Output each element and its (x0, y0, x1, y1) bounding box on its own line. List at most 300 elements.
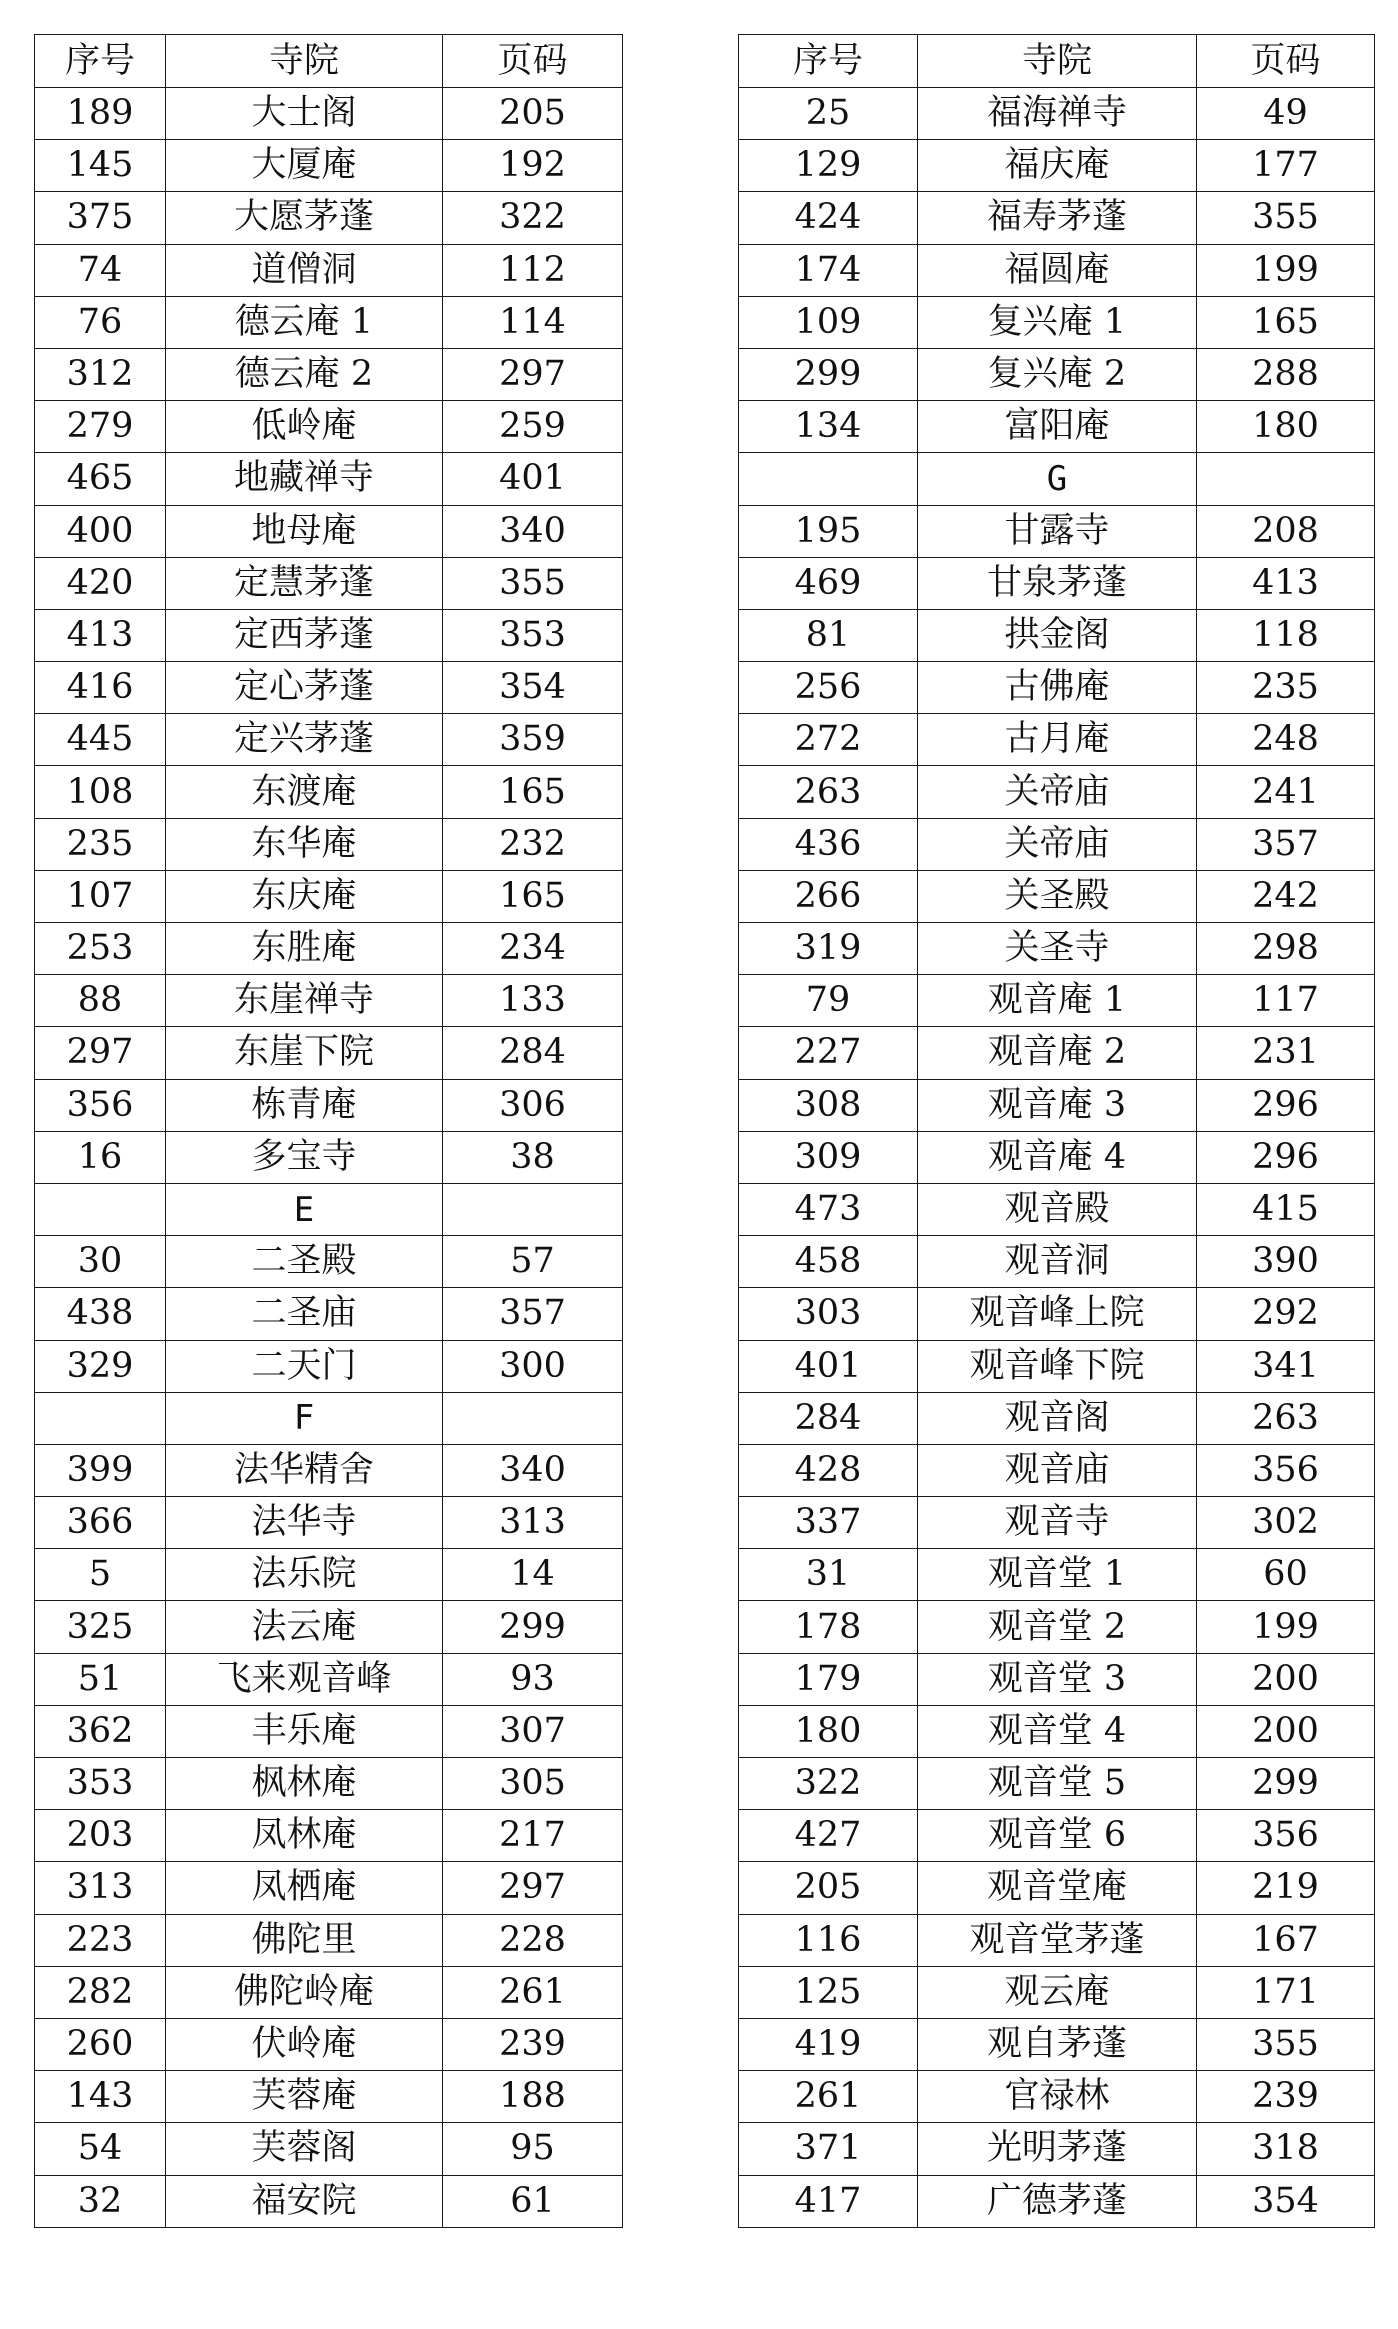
serial-number-cell: 424 (739, 192, 918, 244)
table-header-row (739, 35, 1375, 88)
serial-number-cell: 399 (35, 1444, 166, 1496)
table-row (739, 609, 1375, 661)
letter-spacer-cell (35, 1392, 166, 1444)
table-row (739, 2071, 1375, 2123)
page-number-cell: 232 (443, 818, 623, 870)
serial-number-cell: 337 (739, 1497, 918, 1549)
table-row (739, 1444, 1375, 1496)
table-row (739, 870, 1375, 922)
page-number-cell: 234 (443, 923, 623, 975)
table-row (35, 1758, 623, 1810)
serial-number-cell: 375 (35, 192, 166, 244)
temple-name-cell: 观音堂 4 (918, 1705, 1197, 1757)
table-row (739, 1497, 1375, 1549)
header-page: 页码 (443, 35, 623, 88)
page-number-cell: 114 (443, 296, 623, 348)
page-number-cell: 355 (1197, 192, 1375, 244)
temple-name-cell: 伏岭庵 (166, 2018, 443, 2070)
table-row (35, 662, 623, 714)
serial-number-cell: 143 (35, 2071, 166, 2123)
temple-name-cell: 定西茅蓬 (166, 609, 443, 661)
temple-name-cell: 凤林庵 (166, 1810, 443, 1862)
serial-number-cell: 325 (35, 1601, 166, 1653)
serial-number-cell: 469 (739, 557, 918, 609)
table-row (739, 975, 1375, 1027)
page-number-cell: 296 (1197, 1079, 1375, 1131)
page-number-cell: 199 (1197, 244, 1375, 296)
page-number-cell: 298 (1197, 923, 1375, 975)
serial-number-cell: 180 (739, 1705, 918, 1757)
section-letter: F (166, 1392, 443, 1444)
temple-name-cell: 观自茅蓬 (918, 2018, 1197, 2070)
table-row (35, 1131, 623, 1183)
table-row (739, 296, 1375, 348)
page-number-cell: 340 (443, 1444, 623, 1496)
table-row (739, 1810, 1375, 1862)
serial-number-cell: 303 (739, 1288, 918, 1340)
page-number-cell: 192 (443, 140, 623, 192)
table-row (35, 870, 623, 922)
serial-number-cell: 419 (739, 2018, 918, 2070)
page-number-cell: 307 (443, 1705, 623, 1757)
page-number-cell: 341 (1197, 1340, 1375, 1392)
serial-number-cell: 299 (739, 348, 918, 400)
page-number-cell: 340 (443, 505, 623, 557)
serial-number-cell: 284 (739, 1392, 918, 1444)
temple-name-cell: 观音寺 (918, 1497, 1197, 1549)
temple-name-cell: 观音殿 (918, 1183, 1197, 1235)
index-table-left (34, 34, 623, 2228)
table-row (739, 1079, 1375, 1131)
serial-number-cell: 32 (35, 2175, 166, 2227)
temple-name-cell: 观音堂 6 (918, 1810, 1197, 1862)
page-number-cell: 305 (443, 1758, 623, 1810)
temple-name-cell: 复兴庵 2 (918, 348, 1197, 400)
temple-name-cell: 观音堂 2 (918, 1601, 1197, 1653)
table-row (739, 1601, 1375, 1653)
page-number-cell: 60 (1197, 1549, 1375, 1601)
page-number-cell: 354 (443, 662, 623, 714)
serial-number-cell: 107 (35, 870, 166, 922)
page-number-cell: 180 (1197, 401, 1375, 453)
serial-number-cell: 445 (35, 714, 166, 766)
temple-name-cell: 观音堂庵 (918, 1862, 1197, 1914)
header-temple: 寺院 (918, 35, 1197, 88)
table-row (35, 1966, 623, 2018)
letter-spacer-cell (739, 453, 918, 505)
table-row (35, 2071, 623, 2123)
table-row (35, 348, 623, 400)
serial-number-cell: 174 (739, 244, 918, 296)
serial-number-cell: 420 (35, 557, 166, 609)
serial-number-cell: 319 (739, 923, 918, 975)
temple-name-cell: 官禄林 (918, 2071, 1197, 2123)
table-row (739, 818, 1375, 870)
letter-spacer-cell (443, 1183, 623, 1235)
table-row (35, 557, 623, 609)
page-number-cell: 300 (443, 1340, 623, 1392)
temple-name-cell: 观音庙 (918, 1444, 1197, 1496)
page-number-cell: 259 (443, 401, 623, 453)
serial-number-cell: 313 (35, 1862, 166, 1914)
serial-number-cell: 116 (739, 1914, 918, 1966)
header-serial-number: 序号 (739, 35, 918, 88)
serial-number-cell: 266 (739, 870, 918, 922)
table-row (35, 1079, 623, 1131)
table-row (739, 88, 1375, 140)
serial-number-cell: 134 (739, 401, 918, 453)
temple-name-cell: 法乐院 (166, 1549, 443, 1601)
temple-name-cell: 福圆庵 (918, 244, 1197, 296)
temple-name-cell: 二天门 (166, 1340, 443, 1392)
temple-name-cell: 观音庵 1 (918, 975, 1197, 1027)
page-number-cell: 401 (443, 453, 623, 505)
temple-name-cell: 观音洞 (918, 1236, 1197, 1288)
temple-name-cell: 观音堂 5 (918, 1758, 1197, 1810)
temple-name-cell: 关圣殿 (918, 870, 1197, 922)
page-number-cell: 205 (443, 88, 623, 140)
table-row (35, 1914, 623, 1966)
temple-name-cell: 低岭庵 (166, 401, 443, 453)
temple-name-cell: 关帝庙 (918, 766, 1197, 818)
serial-number-cell: 253 (35, 923, 166, 975)
temple-name-cell: 观音峰下院 (918, 1340, 1197, 1392)
serial-number-cell: 309 (739, 1131, 918, 1183)
temple-name-cell: 凤栖庵 (166, 1862, 443, 1914)
temple-name-cell: 观音峰上院 (918, 1288, 1197, 1340)
serial-number-cell: 88 (35, 975, 166, 1027)
serial-number-cell: 81 (739, 609, 918, 661)
table-row (739, 1914, 1375, 1966)
page-number-cell: 322 (443, 192, 623, 244)
temple-name-cell: 福海禅寺 (918, 88, 1197, 140)
temple-name-cell: 东崖下院 (166, 1027, 443, 1079)
temple-name-cell: 古佛庵 (918, 662, 1197, 714)
table-row (35, 1862, 623, 1914)
table-row (35, 88, 623, 140)
index-table-right (738, 34, 1375, 2228)
table-row (35, 1288, 623, 1340)
temple-name-cell: 道僧洞 (166, 244, 443, 296)
table-row (739, 1549, 1375, 1601)
temple-name-cell: 法云庵 (166, 1601, 443, 1653)
table-row (35, 2018, 623, 2070)
serial-number-cell: 16 (35, 1131, 166, 1183)
table-row (739, 1392, 1375, 1444)
temple-name-cell: 定心茅蓬 (166, 662, 443, 714)
page-number-cell: 95 (443, 2123, 623, 2175)
table-row (35, 453, 623, 505)
serial-number-cell: 189 (35, 88, 166, 140)
page-number-cell: 57 (443, 1236, 623, 1288)
serial-number-cell: 428 (739, 1444, 918, 1496)
table-row (739, 1758, 1375, 1810)
serial-number-cell: 322 (739, 1758, 918, 1810)
page-number-cell: 318 (1197, 2123, 1375, 2175)
table-row (739, 348, 1375, 400)
page-number-cell: 133 (443, 975, 623, 1027)
temple-name-cell: 地藏禅寺 (166, 453, 443, 505)
table-row (739, 1236, 1375, 1288)
table-row (35, 2123, 623, 2175)
temple-name-cell: 栋青庵 (166, 1079, 443, 1131)
serial-number-cell: 263 (739, 766, 918, 818)
serial-number-cell: 5 (35, 1549, 166, 1601)
serial-number-cell: 272 (739, 714, 918, 766)
page-number-cell: 357 (443, 1288, 623, 1340)
temple-name-cell: 福庆庵 (918, 140, 1197, 192)
table-row (35, 975, 623, 1027)
table-row (739, 1027, 1375, 1079)
page-number-cell: 188 (443, 2071, 623, 2123)
serial-number-cell: 203 (35, 1810, 166, 1862)
page-number-cell: 296 (1197, 1131, 1375, 1183)
temple-name-cell: 观音堂茅蓬 (918, 1914, 1197, 1966)
table-row (739, 1862, 1375, 1914)
table-row (35, 714, 623, 766)
serial-number-cell: 465 (35, 453, 166, 505)
page-number-cell: 208 (1197, 505, 1375, 557)
table-row (739, 140, 1375, 192)
temple-name-cell: 地母庵 (166, 505, 443, 557)
table-row (739, 1653, 1375, 1705)
serial-number-cell: 25 (739, 88, 918, 140)
temple-name-cell: 佛陀里 (166, 1914, 443, 1966)
temple-name-cell: 芙蓉庵 (166, 2071, 443, 2123)
page-number-cell: 415 (1197, 1183, 1375, 1235)
serial-number-cell: 371 (739, 2123, 918, 2175)
table-row (35, 401, 623, 453)
serial-number-cell: 235 (35, 818, 166, 870)
page-number-cell: 292 (1197, 1288, 1375, 1340)
page-number-cell: 413 (1197, 557, 1375, 609)
temple-name-cell: 大愿茅蓬 (166, 192, 443, 244)
serial-number-cell: 178 (739, 1601, 918, 1653)
index-table-left-body (35, 35, 623, 2228)
header-page: 页码 (1197, 35, 1375, 88)
page-number-cell: 242 (1197, 870, 1375, 922)
table-row (739, 2018, 1375, 2070)
letter-spacer-cell (1197, 453, 1375, 505)
table-row (739, 766, 1375, 818)
page-number-cell: 355 (443, 557, 623, 609)
temple-name-cell: 观音阁 (918, 1392, 1197, 1444)
table-row (739, 1340, 1375, 1392)
page-number-cell: 167 (1197, 1914, 1375, 1966)
page-number-cell: 49 (1197, 88, 1375, 140)
page-number-cell: 171 (1197, 1966, 1375, 2018)
table-row (35, 1236, 623, 1288)
page-number-cell: 199 (1197, 1601, 1375, 1653)
serial-number-cell: 427 (739, 1810, 918, 1862)
temple-name-cell: 福安院 (166, 2175, 443, 2227)
page-number-cell: 284 (443, 1027, 623, 1079)
serial-number-cell: 279 (35, 401, 166, 453)
temple-name-cell: 丰乐庵 (166, 1705, 443, 1757)
table-row (35, 1444, 623, 1496)
temple-name-cell: 观音庵 2 (918, 1027, 1197, 1079)
page-number-cell: 235 (1197, 662, 1375, 714)
serial-number-cell: 256 (739, 662, 918, 714)
serial-number-cell: 227 (739, 1027, 918, 1079)
table-row (35, 140, 623, 192)
serial-number-cell: 417 (739, 2175, 918, 2227)
serial-number-cell: 312 (35, 348, 166, 400)
letter-section-row (35, 1183, 623, 1235)
page-number-cell: 299 (1197, 1758, 1375, 1810)
page-number-cell: 263 (1197, 1392, 1375, 1444)
page-number-cell: 228 (443, 1914, 623, 1966)
temple-name-cell: 德云庵 1 (166, 296, 443, 348)
page-number-cell: 355 (1197, 2018, 1375, 2070)
temple-name-cell: 拱金阁 (918, 609, 1197, 661)
temple-name-cell: 甘泉茅蓬 (918, 557, 1197, 609)
table-row (35, 296, 623, 348)
serial-number-cell: 125 (739, 1966, 918, 2018)
temple-name-cell: 德云庵 2 (166, 348, 443, 400)
page-number-cell: 248 (1197, 714, 1375, 766)
serial-number-cell: 308 (739, 1079, 918, 1131)
serial-number-cell: 195 (739, 505, 918, 557)
page-number-cell: 112 (443, 244, 623, 296)
table-row (739, 1183, 1375, 1235)
serial-number-cell: 413 (35, 609, 166, 661)
table-row (35, 1549, 623, 1601)
temple-name-cell: 佛陀岭庵 (166, 1966, 443, 2018)
table-row (739, 557, 1375, 609)
temple-name-cell: 甘露寺 (918, 505, 1197, 557)
table-row (35, 505, 623, 557)
table-row (739, 192, 1375, 244)
temple-name-cell: 东华庵 (166, 818, 443, 870)
table-row (35, 244, 623, 296)
page-number-cell: 390 (1197, 1236, 1375, 1288)
temple-name-cell: 关圣寺 (918, 923, 1197, 975)
temple-name-cell: 光明茅蓬 (918, 2123, 1197, 2175)
temple-name-cell: 复兴庵 1 (918, 296, 1197, 348)
page-number-cell: 357 (1197, 818, 1375, 870)
header-temple: 寺院 (166, 35, 443, 88)
serial-number-cell: 329 (35, 1340, 166, 1392)
serial-number-cell: 108 (35, 766, 166, 818)
table-row (739, 1288, 1375, 1340)
serial-number-cell: 416 (35, 662, 166, 714)
page-number-cell: 359 (443, 714, 623, 766)
page-number-cell: 353 (443, 609, 623, 661)
page-number-cell: 239 (443, 2018, 623, 2070)
temple-name-cell: 广德茅蓬 (918, 2175, 1197, 2227)
serial-number-cell: 436 (739, 818, 918, 870)
table-row (35, 1705, 623, 1757)
temple-name-cell: 定兴茅蓬 (166, 714, 443, 766)
serial-number-cell: 282 (35, 1966, 166, 2018)
page-number-cell: 177 (1197, 140, 1375, 192)
temple-name-cell: 法华精舍 (166, 1444, 443, 1496)
serial-number-cell: 109 (739, 296, 918, 348)
table-row (35, 923, 623, 975)
serial-number-cell: 205 (739, 1862, 918, 1914)
serial-number-cell: 400 (35, 505, 166, 557)
table-row (739, 1966, 1375, 2018)
page-number-cell: 354 (1197, 2175, 1375, 2227)
table-row (35, 609, 623, 661)
index-table-right-body (739, 35, 1375, 2228)
temple-name-cell: 东崖禅寺 (166, 975, 443, 1027)
temple-name-cell: 观音堂 3 (918, 1653, 1197, 1705)
table-row (739, 1131, 1375, 1183)
temple-name-cell: 多宝寺 (166, 1131, 443, 1183)
header-serial-number: 序号 (35, 35, 166, 88)
table-row (35, 818, 623, 870)
page-number-cell: 61 (443, 2175, 623, 2227)
table-row (35, 766, 623, 818)
table-row (35, 1497, 623, 1549)
page-number-cell: 165 (443, 870, 623, 922)
temple-name-cell: 东胜庵 (166, 923, 443, 975)
page-number-cell: 313 (443, 1497, 623, 1549)
page-number-cell: 297 (443, 348, 623, 400)
table-row (35, 1027, 623, 1079)
serial-number-cell: 362 (35, 1705, 166, 1757)
serial-number-cell: 366 (35, 1497, 166, 1549)
serial-number-cell: 54 (35, 2123, 166, 2175)
temple-name-cell: 观音庵 3 (918, 1079, 1197, 1131)
page-number-cell: 118 (1197, 609, 1375, 661)
page-number-cell: 231 (1197, 1027, 1375, 1079)
temple-name-cell: 古月庵 (918, 714, 1197, 766)
page-number-cell: 356 (1197, 1810, 1375, 1862)
temple-name-cell: 富阳庵 (918, 401, 1197, 453)
serial-number-cell: 31 (739, 1549, 918, 1601)
temple-name-cell: 二圣殿 (166, 1236, 443, 1288)
table-row (739, 662, 1375, 714)
page-number-cell: 165 (1197, 296, 1375, 348)
temple-name-cell: 定慧茅蓬 (166, 557, 443, 609)
table-row (35, 1810, 623, 1862)
temple-name-cell: 大士阁 (166, 88, 443, 140)
table-row (739, 714, 1375, 766)
serial-number-cell: 261 (739, 2071, 918, 2123)
page-number-cell: 297 (443, 1862, 623, 1914)
page-number-cell: 165 (443, 766, 623, 818)
temple-name-cell: 福寿茅蓬 (918, 192, 1197, 244)
table-header-row (35, 35, 623, 88)
serial-number-cell: 179 (739, 1653, 918, 1705)
serial-number-cell: 353 (35, 1758, 166, 1810)
serial-number-cell: 74 (35, 244, 166, 296)
temple-name-cell: 东庆庵 (166, 870, 443, 922)
serial-number-cell: 458 (739, 1236, 918, 1288)
table-row (35, 192, 623, 244)
page-number-cell: 302 (1197, 1497, 1375, 1549)
table-row (739, 401, 1375, 453)
temple-name-cell: 关帝庙 (918, 818, 1197, 870)
table-row (35, 1340, 623, 1392)
serial-number-cell: 438 (35, 1288, 166, 1340)
table-row (35, 1601, 623, 1653)
serial-number-cell: 223 (35, 1914, 166, 1966)
temple-name-cell: 飞来观音峰 (166, 1653, 443, 1705)
page-number-cell: 117 (1197, 975, 1375, 1027)
page-number-cell: 14 (443, 1549, 623, 1601)
page-number-cell: 239 (1197, 2071, 1375, 2123)
table-row (739, 2175, 1375, 2227)
serial-number-cell: 260 (35, 2018, 166, 2070)
section-letter: G (918, 453, 1197, 505)
page-number-cell: 93 (443, 1653, 623, 1705)
serial-number-cell: 79 (739, 975, 918, 1027)
serial-number-cell: 76 (35, 296, 166, 348)
